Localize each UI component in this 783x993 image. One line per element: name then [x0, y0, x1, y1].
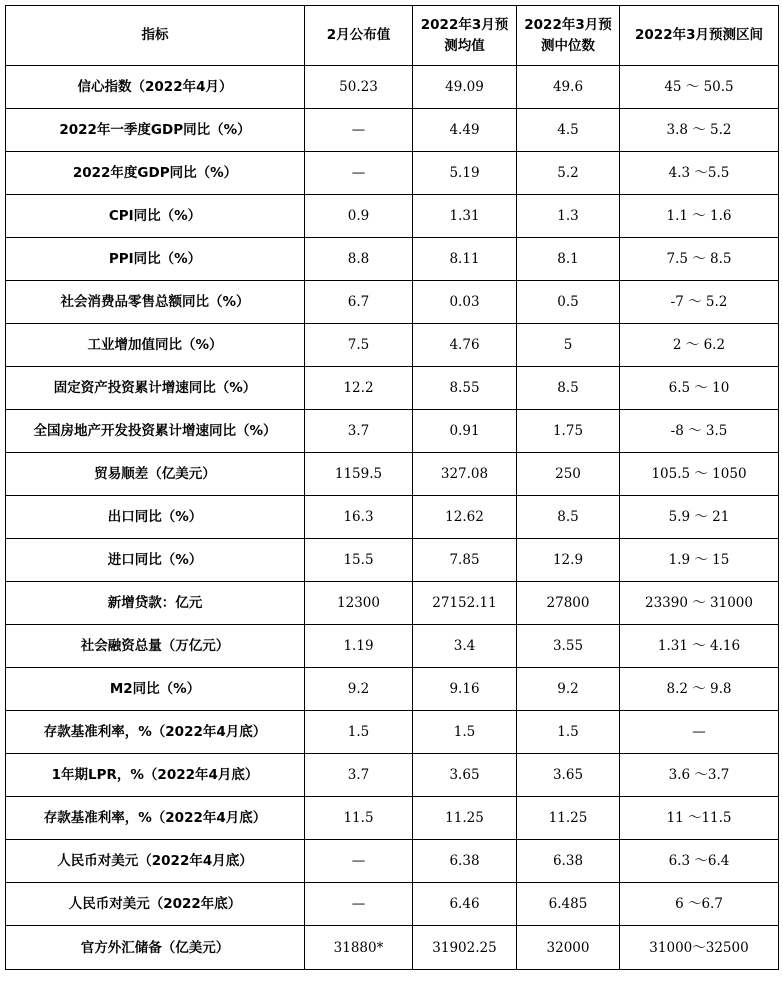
row-label: 官方外汇储备（亿美元）	[6, 926, 305, 970]
table-row	[6, 152, 779, 195]
row-label: 存款基准利率，%（2022年4月底）	[6, 797, 305, 840]
forecast-mean-cell: 327.08	[413, 453, 517, 496]
forecast-median-cell: 12.9	[517, 539, 620, 582]
forecast-range-cell: 1.9 ～ 15	[620, 539, 779, 582]
forecast-range-cell: -7 ～ 5.2	[620, 281, 779, 324]
forecast-mean-cell: 8.11	[413, 238, 517, 281]
row-label: 1年期LPR，%（2022年4月底）	[6, 754, 305, 797]
forecast-range-cell: 31000～32500	[620, 926, 779, 970]
forecast-range-cell: 23390 ～ 31000	[620, 582, 779, 625]
forecast-median-cell: 5.2	[517, 152, 620, 195]
feb-published-cell: 11.5	[305, 797, 413, 840]
row-label: 出口同比（%）	[6, 496, 305, 539]
forecast-median-cell: 8.5	[517, 367, 620, 410]
feb-published-cell: —	[305, 152, 413, 195]
forecast-median-cell: 1.5	[517, 711, 620, 754]
forecast-range-cell: 6.5 ～ 10	[620, 367, 779, 410]
feb-published-cell: —	[305, 109, 413, 152]
feb-published-cell: 8.8	[305, 238, 413, 281]
feb-published-cell: 16.3	[305, 496, 413, 539]
forecast-median-cell: 3.55	[517, 625, 620, 668]
feb-published-cell: 50.23	[305, 66, 413, 109]
header-mar-forecast-range: 2022年3月预测区间	[620, 6, 779, 66]
row-label: 人民币对美元（2022年4月底）	[6, 840, 305, 883]
forecast-median-cell: 32000	[517, 926, 620, 970]
forecast-mean-cell: 3.4	[413, 625, 517, 668]
forecast-mean-cell: 6.38	[413, 840, 517, 883]
forecast-mean-cell: 5.19	[413, 152, 517, 195]
forecast-median-cell: 1.3	[517, 195, 620, 238]
forecast-mean-cell: 27152.11	[413, 582, 517, 625]
forecast-mean-cell: 8.55	[413, 367, 517, 410]
forecast-median-cell: 4.5	[517, 109, 620, 152]
table-row	[6, 109, 779, 152]
forecast-median-cell: 3.65	[517, 754, 620, 797]
indicator-table-container	[5, 5, 779, 970]
row-label: 贸易顺差（亿美元）	[6, 453, 305, 496]
table-row	[6, 754, 779, 797]
forecast-range-cell: 3.6 ～3.7	[620, 754, 779, 797]
forecast-median-cell: 1.75	[517, 410, 620, 453]
table-row	[6, 410, 779, 453]
feb-published-cell: 12.2	[305, 367, 413, 410]
forecast-range-cell: 5.9 ～ 21	[620, 496, 779, 539]
table-row	[6, 281, 779, 324]
table-row	[6, 539, 779, 582]
forecast-mean-cell: 4.49	[413, 109, 517, 152]
row-label: 社会融资总量（万亿元）	[6, 625, 305, 668]
forecast-range-cell: 11 ～11.5	[620, 797, 779, 840]
row-label: 全国房地产开发投资累计增速同比（%）	[6, 410, 305, 453]
table-row	[6, 324, 779, 367]
forecast-mean-cell: 0.91	[413, 410, 517, 453]
table-row	[6, 625, 779, 668]
forecast-median-cell: 6.38	[517, 840, 620, 883]
table-row	[6, 840, 779, 883]
feb-published-cell: 9.2	[305, 668, 413, 711]
feb-published-cell: 1.19	[305, 625, 413, 668]
feb-published-cell: 6.7	[305, 281, 413, 324]
forecast-range-cell: —	[620, 711, 779, 754]
forecast-mean-cell: 49.09	[413, 66, 517, 109]
feb-published-cell: 7.5	[305, 324, 413, 367]
forecast-median-cell: 8.1	[517, 238, 620, 281]
row-label: 新增贷款：亿元	[6, 582, 305, 625]
forecast-range-cell: 8.2 ～ 9.8	[620, 668, 779, 711]
forecast-mean-cell: 3.65	[413, 754, 517, 797]
row-label: 人民币对美元（2022年底）	[6, 883, 305, 926]
forecast-range-cell: 1.31 ～ 4.16	[620, 625, 779, 668]
forecast-median-cell: 250	[517, 453, 620, 496]
header-indicator: 指标	[6, 6, 305, 66]
forecast-mean-cell: 7.85	[413, 539, 517, 582]
row-label: 2022年度GDP同比（%）	[6, 152, 305, 195]
table-row	[6, 496, 779, 539]
forecast-range-cell: 7.5 ～ 8.5	[620, 238, 779, 281]
feb-published-cell: 1159.5	[305, 453, 413, 496]
feb-published-cell: 31880*	[305, 926, 413, 970]
table-row	[6, 711, 779, 754]
table-row	[6, 668, 779, 711]
forecast-mean-cell: 12.62	[413, 496, 517, 539]
forecast-median-cell: 11.25	[517, 797, 620, 840]
forecast-median-cell: 27800	[517, 582, 620, 625]
forecast-range-cell: 3.8 ～ 5.2	[620, 109, 779, 152]
feb-published-cell: —	[305, 883, 413, 926]
row-label: M2同比（%）	[6, 668, 305, 711]
header-row	[6, 6, 779, 66]
row-label: 社会消费品零售总额同比（%）	[6, 281, 305, 324]
forecast-median-cell: 5	[517, 324, 620, 367]
row-label: 信心指数（2022年4月）	[6, 66, 305, 109]
feb-published-cell: 1.5	[305, 711, 413, 754]
forecast-range-cell: 105.5 ～ 1050	[620, 453, 779, 496]
forecast-median-cell: 49.6	[517, 66, 620, 109]
forecast-range-cell: 6 ～6.7	[620, 883, 779, 926]
table-row	[6, 926, 779, 970]
forecast-range-cell: -8 ～ 3.5	[620, 410, 779, 453]
feb-published-cell: 15.5	[305, 539, 413, 582]
row-label: 2022年一季度GDP同比（%）	[6, 109, 305, 152]
header-mar-forecast-median: 2022年3月预测中位数	[517, 6, 620, 66]
header-mar-forecast-mean: 2022年3月预测均值	[413, 6, 517, 66]
row-label: 存款基准利率，%（2022年4月底）	[6, 711, 305, 754]
row-label: PPI同比（%）	[6, 238, 305, 281]
forecast-median-cell: 0.5	[517, 281, 620, 324]
forecast-median-cell: 8.5	[517, 496, 620, 539]
table-row	[6, 367, 779, 410]
row-label: 工业增加值同比（%）	[6, 324, 305, 367]
forecast-mean-cell: 1.31	[413, 195, 517, 238]
forecast-range-cell: 45 ～ 50.5	[620, 66, 779, 109]
table-row	[6, 66, 779, 109]
forecast-mean-cell: 31902.25	[413, 926, 517, 970]
table-row	[6, 453, 779, 496]
table-row	[6, 238, 779, 281]
forecast-mean-cell: 0.03	[413, 281, 517, 324]
forecast-range-cell: 1.1 ～ 1.6	[620, 195, 779, 238]
forecast-range-cell: 6.3 ～6.4	[620, 840, 779, 883]
forecast-median-cell: 9.2	[517, 668, 620, 711]
forecast-mean-cell: 11.25	[413, 797, 517, 840]
feb-published-cell: 3.7	[305, 754, 413, 797]
row-label: CPI同比（%）	[6, 195, 305, 238]
economic-forecast-table	[5, 5, 779, 970]
row-label: 进口同比（%）	[6, 539, 305, 582]
forecast-mean-cell: 1.5	[413, 711, 517, 754]
forecast-range-cell: 4.3 ～5.5	[620, 152, 779, 195]
feb-published-cell: 3.7	[305, 410, 413, 453]
table-row	[6, 195, 779, 238]
table-row	[6, 582, 779, 625]
forecast-mean-cell: 9.16	[413, 668, 517, 711]
feb-published-cell: —	[305, 840, 413, 883]
forecast-mean-cell: 6.46	[413, 883, 517, 926]
header-feb-published: 2月公布值	[305, 6, 413, 66]
feb-published-cell: 12300	[305, 582, 413, 625]
table-row	[6, 883, 779, 926]
forecast-range-cell: 2 ～ 6.2	[620, 324, 779, 367]
forecast-mean-cell: 4.76	[413, 324, 517, 367]
table-row	[6, 797, 779, 840]
table-body	[6, 66, 779, 970]
feb-published-cell: 0.9	[305, 195, 413, 238]
row-label: 固定资产投资累计增速同比（%）	[6, 367, 305, 410]
forecast-median-cell: 6.485	[517, 883, 620, 926]
